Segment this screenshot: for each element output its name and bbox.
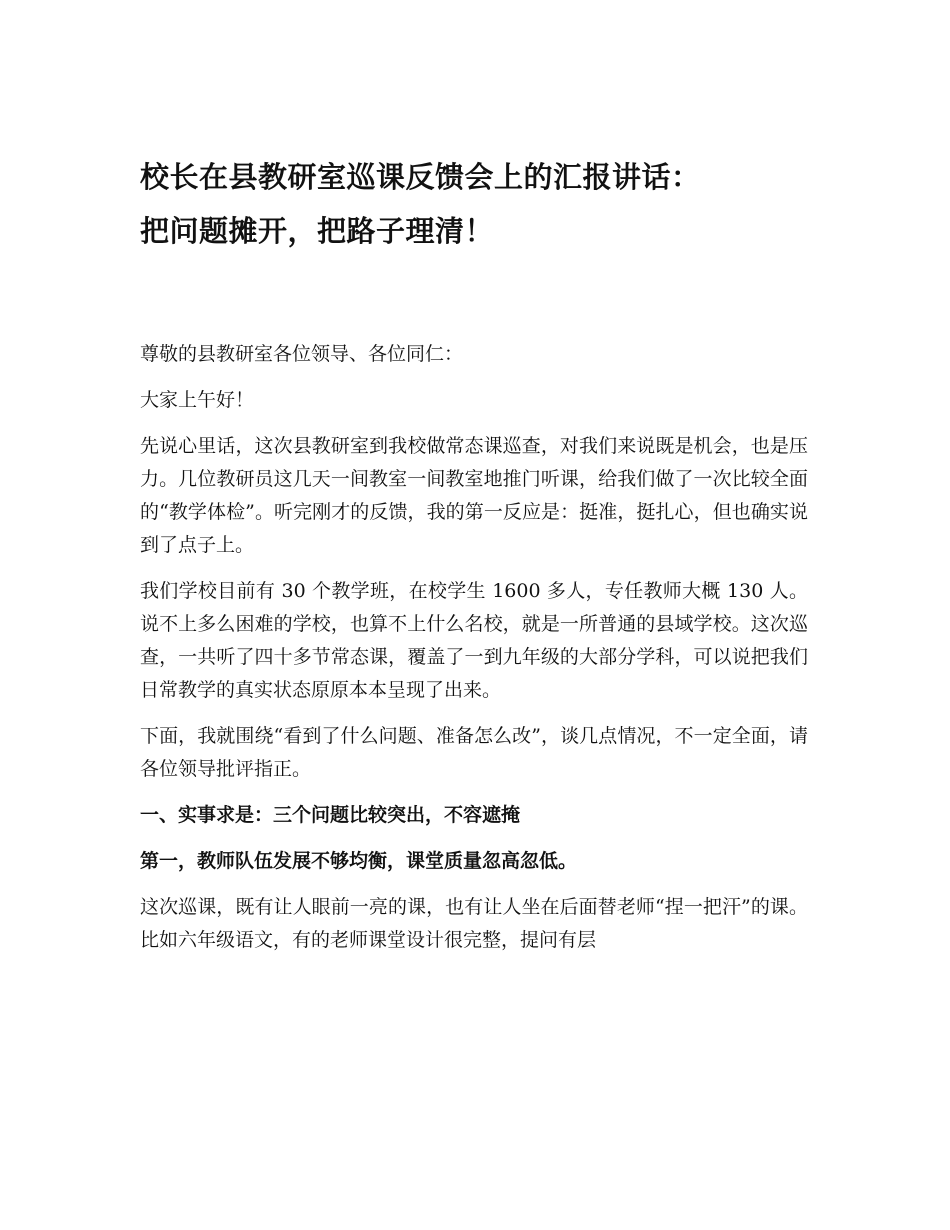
document-title [140, 150, 808, 258]
document-page [140, 150, 808, 970]
salutation: 尊敬的县教研室各位领导、各位同仁： [140, 343, 464, 365]
paragraph-intro: 先说心里话，这次县教研室到我校做常态课巡查，对我们来说既是机会，也是压力。几位教研员这几天一间教室一间教室地推门听课，给我们做了一次比较全面的“教学体检”。听完刚才的反馈，我的第一反应是：挺准，挺扎心，但也确实说到了点子上。 [140, 435, 808, 556]
title-line-2: 把问题摊开，把路子理清！ [140, 214, 495, 248]
point-heading-1: 第一，教师队伍发展不够均衡，课堂质量忽高忽低。 [140, 850, 578, 872]
document-body [140, 338, 808, 957]
paragraph-outline: 下面，我就围绕“看到了什么问题、准备怎么改”，谈几点情况，不一定全面，请各位领导批评指正。 [140, 725, 808, 780]
greeting: 大家上午好！ [140, 389, 255, 411]
title-line-1: 校长在县教研室巡课反馈会上的汇报讲话： [140, 160, 701, 194]
section-heading-1: 一、实事求是：三个问题比较突出，不容遮掩 [140, 804, 521, 826]
paragraph-point-1: 这次巡课，既有让人眼前一亮的课，也有让人坐在后面替老师“捏一把汗”的课。比如六年级语文，有的老师课堂设计很完整，提问有层 [140, 896, 808, 951]
paragraph-school-overview: 我们学校目前有 30 个教学班，在校学生 1600 多人，专任教师大概 130 人。说不上多么困难的学校，也算不上什么名校，就是一所普通的县域学校。这次巡查，一共听了四十多节常态课，覆盖了一到九年级的大部分学科，可以说把我们日常教学的真实状态原原本本呈现了出来。 [140, 580, 808, 701]
